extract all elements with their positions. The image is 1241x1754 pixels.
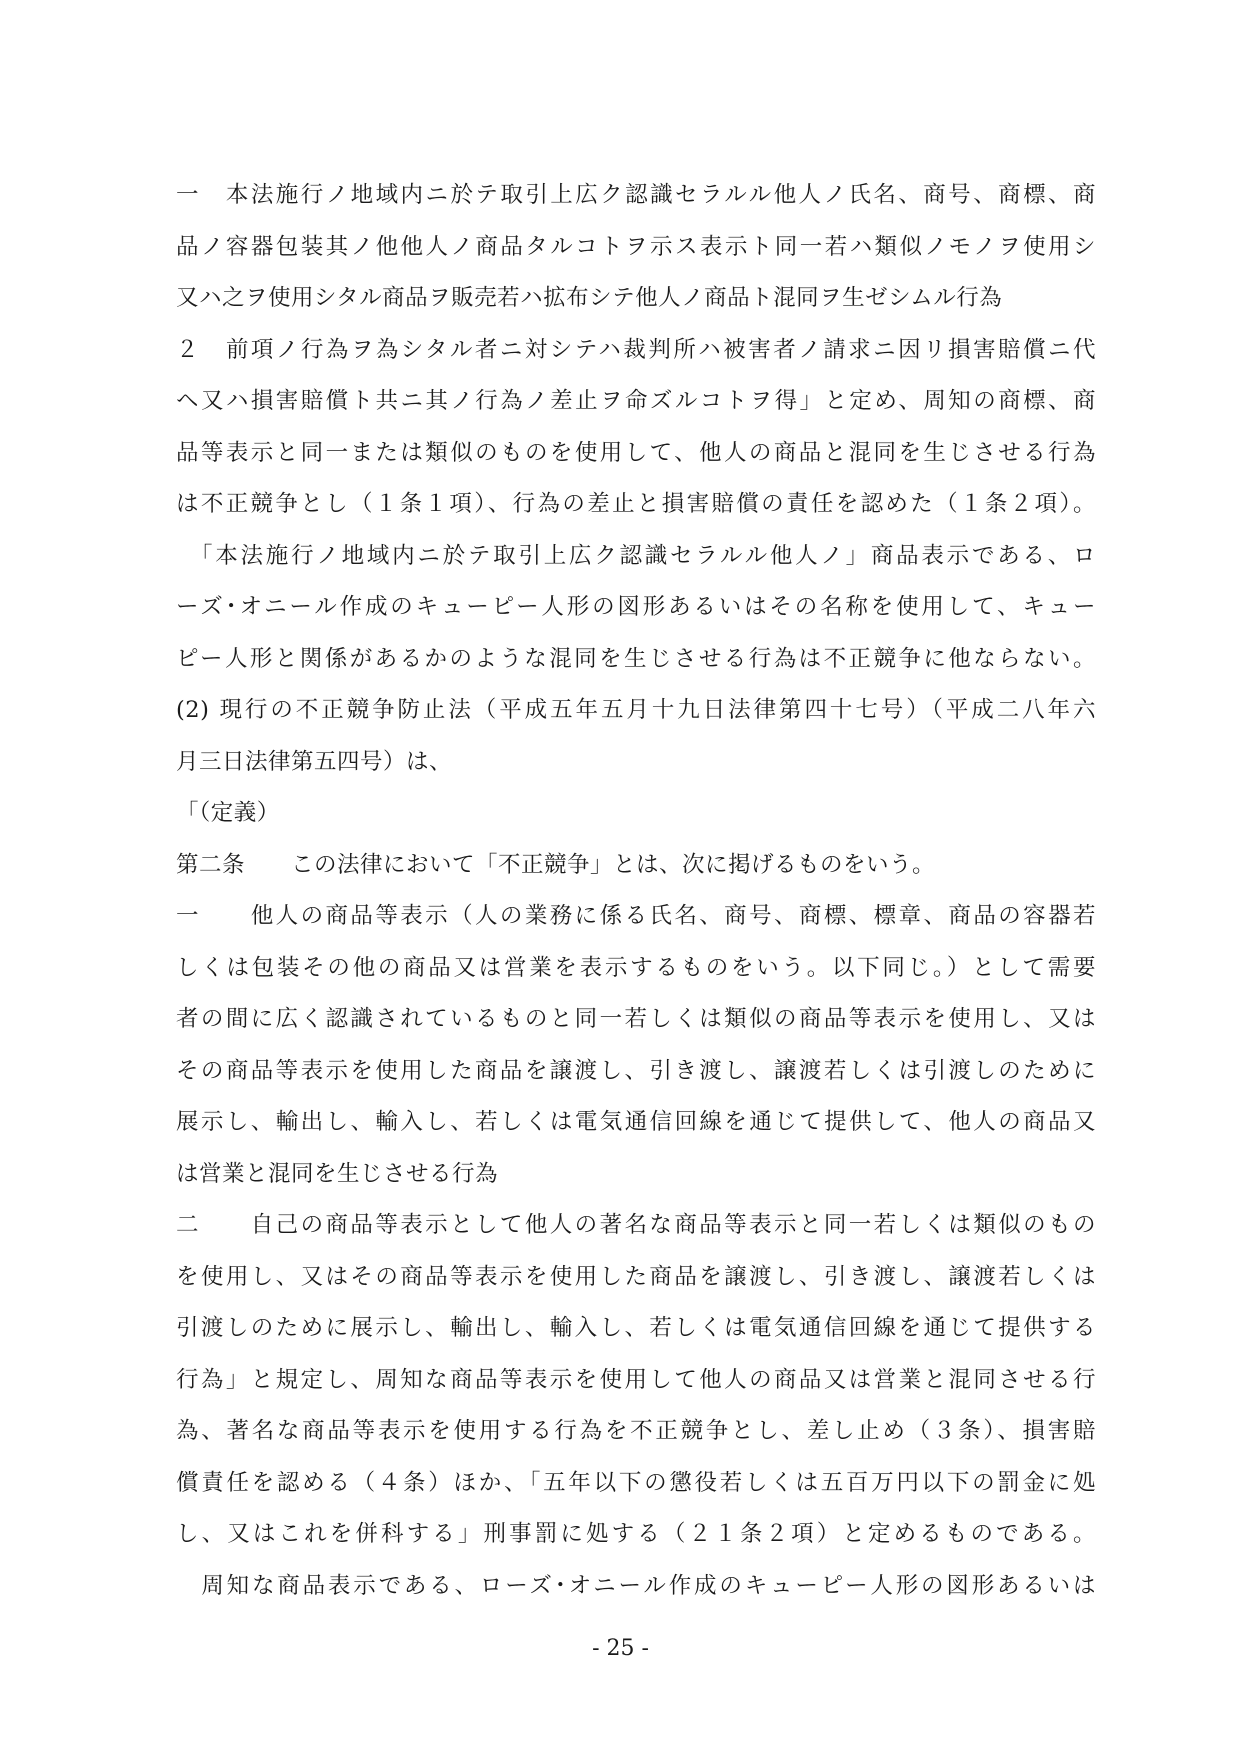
text-line: を使用し、又はその商品等表示を使用した商品を譲渡し、引き渡し、譲渡若しくは	[176, 1263, 1096, 1290]
text-line: 為、著名な商品等表示を使用する行為を不正競争とし、差し止め（３条）、損害賠	[176, 1418, 1096, 1444]
text-line: は営業と混同を生じさせる行為	[176, 1160, 499, 1187]
text-line: 又ハ之ヲ使用シタル商品ヲ販売若ハ拡布シテ他人ノ商品ト混同ヲ生ゼシムル行為	[176, 285, 1003, 311]
text-line: その商品等表示を使用した商品を譲渡し、引き渡し、譲渡若しくは引渡しのために	[176, 1057, 1096, 1084]
text-line: 品等表示と同一または類似のものを使用して、他人の商品と混同を生じさせる行為	[176, 439, 1096, 466]
text-line: しくは包装その他の商品又は営業を表示するものをいう。以下同じ。）として需要	[176, 954, 1096, 981]
text-line: し、又はこれを併科する」刑事罰に処する（２１条２項）と定めるものである。	[176, 1521, 1096, 1547]
text-line: 者の間に広く認識されているものと同一若しくは類似の商品等表示を使用し、又は	[176, 1006, 1096, 1032]
text-line: ヘ又ハ損害賠償ト共ニ其ノ行為ノ差止ヲ命ズルコトヲ得」と定め、周知の商標、商	[176, 388, 1096, 414]
text-line: ーズ･オニール作成のキューピー人形の図形あるいはその名称を使用して、キュー	[176, 594, 1096, 620]
text-line: 引渡しのために展示し、輸出し、輸入し、若しくは電気通信回線を通じて提供する	[176, 1315, 1096, 1341]
text-line: 二 自己の商品等表示として他人の著名な商品等表示と同一若しくは類似のもの	[176, 1212, 1096, 1238]
text-line: 一 他人の商品等表示（人の業務に係る氏名、商号、商標、標章、商品の容器若	[176, 903, 1096, 929]
text-line: 月三日法律第五四号）は、	[176, 748, 453, 775]
text-line: (2) 現行の不正競争防止法（平成五年五月十九日法律第四十七号）（平成二八年六	[176, 697, 1096, 723]
text-line: ２ 前項ノ行為ヲ為シタル者ニ対シテハ裁判所ハ被害者ノ請求ニ因リ損害賠償ニ代	[176, 336, 1096, 363]
body-text	[176, 170, 1096, 1612]
text-line: 周知な商品表示である、ローズ･オニール作成のキューピー人形の図形あるいは	[176, 1572, 1096, 1599]
text-line: 第二条 この法律において「不正競争」とは、次に掲げるものをいう。	[176, 851, 936, 878]
text-line: 行為」と規定し、周知な商品等表示を使用して他人の商品又は営業と混同させる行	[176, 1366, 1096, 1393]
text-line: 「本法施行ノ地域内ニ於テ取引上広ク認識セラルル他人ノ」商品表示である、ロ	[176, 542, 1096, 569]
text-line: 「（定義）	[176, 800, 280, 826]
text-line: ピー人形と関係があるかのような混同を生じさせる行為は不正競争に他ならない。	[176, 645, 1096, 672]
text-line: 償責任を認める（４条）ほか、「五年以下の懲役若しくは五百万円以下の罰金に処	[176, 1469, 1096, 1496]
text-line: は不正競争とし（１条１項）、行為の差止と損害賠償の責任を認めた（１条２項）。	[176, 491, 1096, 517]
text-line: 展示し、輸出し、輸入し、若しくは電気通信回線を通じて提供して、他人の商品又	[176, 1109, 1096, 1135]
text-line: 一 本法施行ノ地域内ニ於テ取引上広ク認識セラルル他人ノ氏名、商号、商標、商	[176, 182, 1096, 208]
page-number: - 25 -	[592, 1636, 649, 1661]
text-line: 品ノ容器包装其ノ他他人ノ商品タルコトヲ示ス表示ト同一若ハ類似ノモノヲ使用シ	[176, 233, 1096, 260]
